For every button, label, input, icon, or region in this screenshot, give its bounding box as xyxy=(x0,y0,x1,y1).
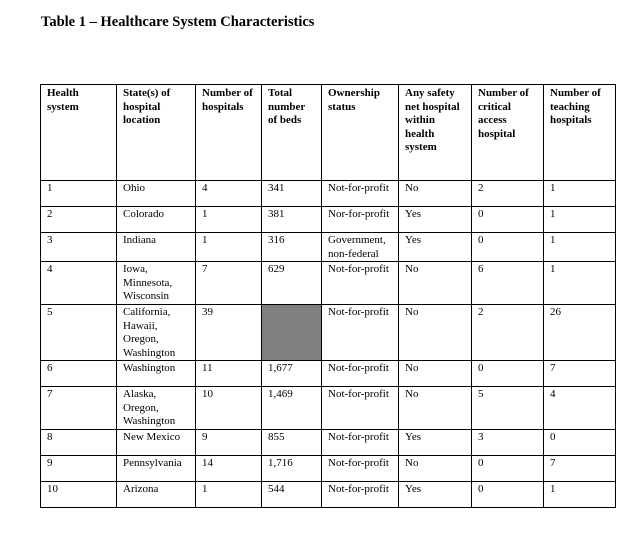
cell-ownership: Government, non-federal xyxy=(322,233,399,262)
cell-health-system: 8 xyxy=(41,430,117,456)
cell-critical-access: 0 xyxy=(472,456,544,482)
cell-ownership: Not-for-profit xyxy=(322,305,399,361)
cell-critical-access: 0 xyxy=(472,482,544,508)
cell-safety-net: No xyxy=(399,361,472,387)
cell-safety-net: No xyxy=(399,181,472,207)
cell-total-beds: 629 xyxy=(262,262,322,305)
cell-health-system: 6 xyxy=(41,361,117,387)
cell-states: Ohio xyxy=(117,181,196,207)
cell-teaching: 1 xyxy=(544,482,616,508)
table-row xyxy=(41,482,616,508)
table-row xyxy=(41,430,616,456)
table-row xyxy=(41,181,616,207)
cell-ownership: Not-for-profit xyxy=(322,430,399,456)
cell-critical-access: 6 xyxy=(472,262,544,305)
cell-states: New Mexico xyxy=(117,430,196,456)
cell-states: California, Hawaii, Oregon, Washington xyxy=(117,305,196,361)
cell-total-beds: 1,716 xyxy=(262,456,322,482)
cell-states: Washington xyxy=(117,361,196,387)
cell-health-system: 2 xyxy=(41,207,117,233)
cell-teaching: 1 xyxy=(544,233,616,262)
cell-teaching: 4 xyxy=(544,387,616,430)
cell-teaching: 1 xyxy=(544,207,616,233)
cell-states: Iowa, Minnesota, Wisconsin xyxy=(117,262,196,305)
cell-teaching: 26 xyxy=(544,305,616,361)
cell-states: Colorado xyxy=(117,207,196,233)
cell-health-system: 1 xyxy=(41,181,117,207)
cell-total-beds: 1,469 xyxy=(262,387,322,430)
cell-total-beds: 544 xyxy=(262,482,322,508)
cell-safety-net: Yes xyxy=(399,207,472,233)
cell-ownership: Not-for-profit xyxy=(322,181,399,207)
cell-total-beds: 341 xyxy=(262,181,322,207)
cell-states: Alaska, Oregon, Washington xyxy=(117,387,196,430)
cell-teaching: 7 xyxy=(544,361,616,387)
cell-number-of-hospitals: 9 xyxy=(196,430,262,456)
cell-teaching: 7 xyxy=(544,456,616,482)
cell-ownership: Nor-for-profit xyxy=(322,207,399,233)
table-row xyxy=(41,361,616,387)
cell-total-beds: 316 xyxy=(262,233,322,262)
cell-safety-net: Yes xyxy=(399,482,472,508)
cell-teaching: 0 xyxy=(544,430,616,456)
cell-ownership: Not-for-profit xyxy=(322,387,399,430)
healthcare-system-table xyxy=(40,84,616,508)
cell-total-beds: 855 xyxy=(262,430,322,456)
cell-critical-access: 2 xyxy=(472,181,544,207)
cell-teaching: 1 xyxy=(544,262,616,305)
column-header-health-system: Health system xyxy=(41,85,117,181)
cell-health-system: 7 xyxy=(41,387,117,430)
cell-total-beds: 1,677 xyxy=(262,361,322,387)
column-header-ownership: Ownership status xyxy=(322,85,399,181)
column-header-teaching: Number of teaching hospitals xyxy=(544,85,616,181)
cell-health-system: 10 xyxy=(41,482,117,508)
cell-number-of-hospitals: 14 xyxy=(196,456,262,482)
table-title: Table 1 – Healthcare System Characteristics xyxy=(41,14,315,30)
cell-number-of-hospitals: 1 xyxy=(196,207,262,233)
cell-critical-access: 0 xyxy=(472,207,544,233)
cell-number-of-hospitals: 1 xyxy=(196,482,262,508)
table-row xyxy=(41,207,616,233)
cell-number-of-hospitals: 11 xyxy=(196,361,262,387)
cell-safety-net: Yes xyxy=(399,430,472,456)
cell-states: Pennsylvania xyxy=(117,456,196,482)
cell-states: Indiana xyxy=(117,233,196,262)
cell-number-of-hospitals: 7 xyxy=(196,262,262,305)
column-header-critical-access: Number of critical access hospital xyxy=(472,85,544,181)
cell-ownership: Not-for-profit xyxy=(322,361,399,387)
cell-health-system: 3 xyxy=(41,233,117,262)
cell-safety-net: No xyxy=(399,387,472,430)
cell-number-of-hospitals: 10 xyxy=(196,387,262,430)
header-row xyxy=(41,85,616,181)
cell-ownership: Not-for-profit xyxy=(322,262,399,305)
cell-health-system: 9 xyxy=(41,456,117,482)
cell-number-of-hospitals: 1 xyxy=(196,233,262,262)
cell-ownership: Not-for-profit xyxy=(322,456,399,482)
cell-number-of-hospitals: 39 xyxy=(196,305,262,361)
cell-states: Arizona xyxy=(117,482,196,508)
column-header-total-beds: Total number of beds xyxy=(262,85,322,181)
table-row xyxy=(41,262,616,305)
cell-ownership: Not-for-profit xyxy=(322,482,399,508)
table-row xyxy=(41,305,616,361)
column-header-safety-net: Any safety net hospital within health system xyxy=(399,85,472,181)
cell-safety-net: No xyxy=(399,305,472,361)
table-row xyxy=(41,456,616,482)
cell-critical-access: 3 xyxy=(472,430,544,456)
cell-safety-net: No xyxy=(399,262,472,305)
cell-health-system: 4 xyxy=(41,262,117,305)
redacted-cell xyxy=(262,305,322,361)
cell-critical-access: 0 xyxy=(472,233,544,262)
cell-safety-net: No xyxy=(399,456,472,482)
cell-critical-access: 5 xyxy=(472,387,544,430)
cell-total-beds: 381 xyxy=(262,207,322,233)
table-row xyxy=(41,387,616,430)
cell-number-of-hospitals: 4 xyxy=(196,181,262,207)
cell-teaching: 1 xyxy=(544,181,616,207)
cell-critical-access: 2 xyxy=(472,305,544,361)
cell-safety-net: Yes xyxy=(399,233,472,262)
column-header-number-of-hospitals: Number of hospitals xyxy=(196,85,262,181)
table-row xyxy=(41,233,616,262)
cell-critical-access: 0 xyxy=(472,361,544,387)
column-header-states: State(s) of hospital location xyxy=(117,85,196,181)
cell-health-system: 5 xyxy=(41,305,117,361)
